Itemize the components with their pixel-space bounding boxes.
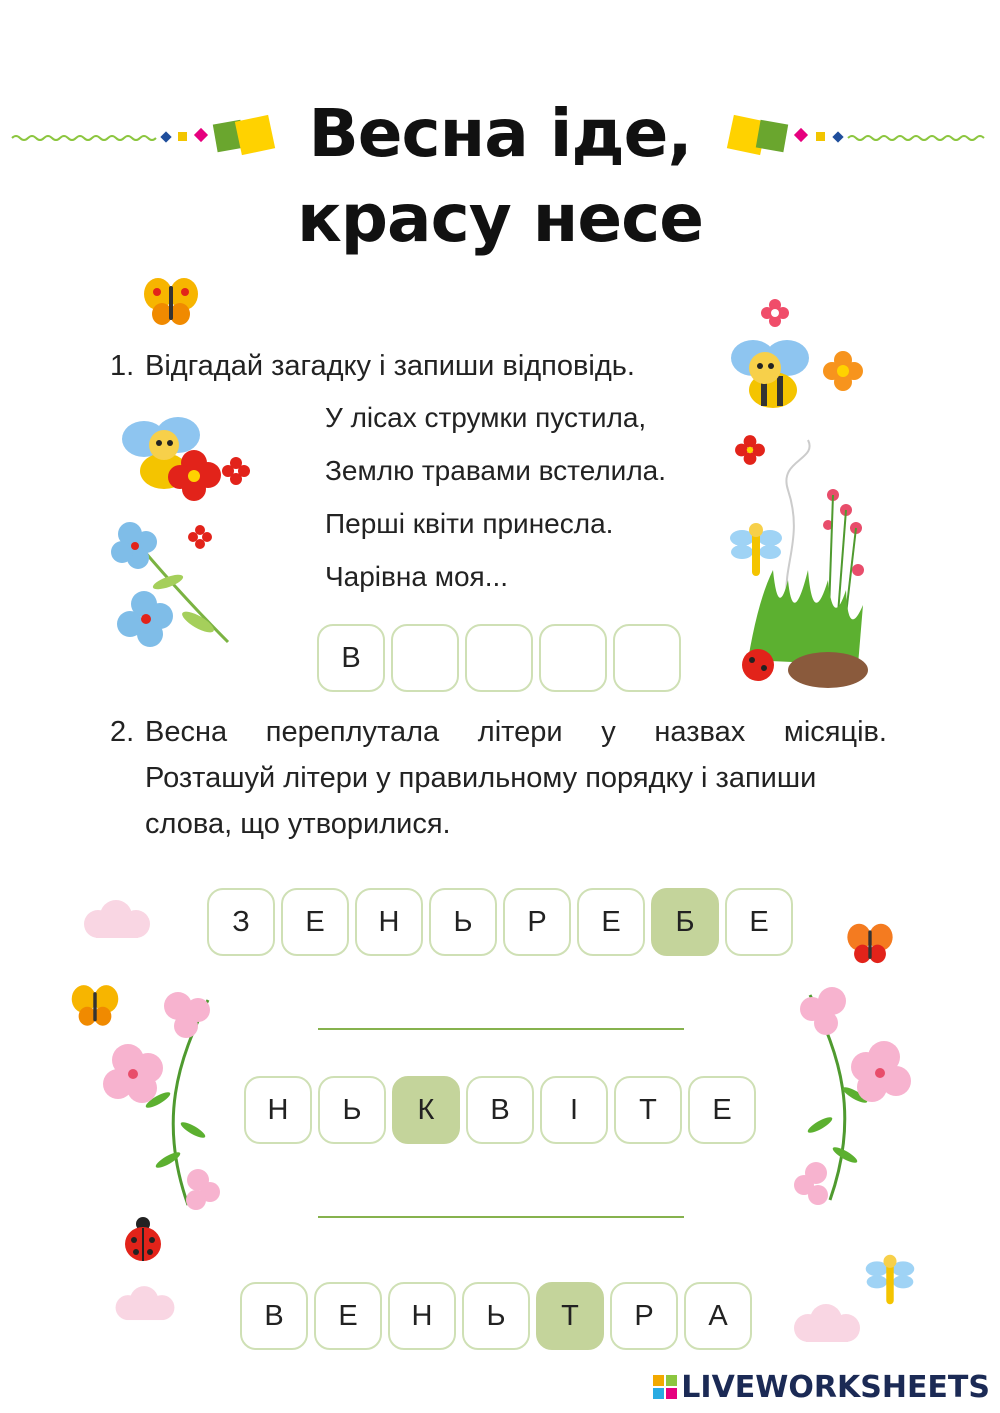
letter-tile: Ь <box>429 888 497 956</box>
letter-tile: Ь <box>462 1282 530 1350</box>
answer-letter-box: В <box>317 624 385 692</box>
letter-tile: Н <box>355 888 423 956</box>
letter-tile: Е <box>314 1282 382 1350</box>
pink-flowers-left-icon <box>98 980 233 1215</box>
cloud-icon <box>112 1284 178 1324</box>
bee-with-flowers-icon <box>112 405 254 505</box>
answer-field-2[interactable] <box>318 1186 684 1218</box>
logo-text: LIVEWORKSHEETS <box>681 1370 990 1405</box>
letter-tile: Е <box>577 888 645 956</box>
word: літери <box>477 716 563 748</box>
dragonfly-icon <box>862 1252 918 1308</box>
blue-flowers-icon <box>108 512 248 662</box>
task2-instruction-line3: слова, що утворилися. <box>145 808 451 840</box>
cloud-icon <box>80 898 154 942</box>
butterfly-icon <box>844 918 896 968</box>
scrambled-word-2 <box>244 1076 756 1144</box>
poem-line: У лісах струмки пустила, <box>325 402 647 433</box>
letter-tile: Ь <box>318 1076 386 1144</box>
liveworksheets-logo-icon <box>653 1375 677 1399</box>
page-title-line1: Весна іде, <box>308 95 692 172</box>
liveworksheets-logo <box>653 1370 990 1405</box>
bee-icon <box>725 330 815 415</box>
letter-tile: В <box>466 1076 534 1144</box>
pink-flowers-right-icon <box>780 975 915 1210</box>
task1-instruction: Відгадай загадку і запиши відповідь. <box>145 350 635 382</box>
word: Весна <box>145 716 228 748</box>
butterfly-icon <box>140 272 202 330</box>
answer-letter-boxes <box>317 624 681 692</box>
answer-letter-box[interactable] <box>539 624 607 692</box>
letter-tile-highlighted: К <box>392 1076 460 1144</box>
poem-line: Землю травами встелила. <box>325 455 667 486</box>
letter-tile: З <box>207 888 275 956</box>
letter-tile: Р <box>610 1282 678 1350</box>
poem-line: Перші квіти принесла. <box>325 508 614 539</box>
word: місяців. <box>783 716 887 748</box>
answer-letter-box[interactable] <box>465 624 533 692</box>
ladybug-icon <box>122 1216 164 1262</box>
letter-tile: В <box>240 1282 308 1350</box>
letter-tile: Т <box>614 1076 682 1144</box>
task2-number: 2. <box>110 716 135 748</box>
flower-icon <box>822 350 864 392</box>
word: у <box>601 716 616 748</box>
page-title-line2: красу несе <box>297 180 703 257</box>
letter-tile: Е <box>725 888 793 956</box>
letter-tile-highlighted: Б <box>651 888 719 956</box>
poem-line: Чарівна моя... <box>325 561 509 592</box>
task1-number: 1. <box>110 350 135 382</box>
letter-tile: І <box>540 1076 608 1144</box>
scrambled-word-1 <box>207 888 793 956</box>
answer-letter-box[interactable] <box>613 624 681 692</box>
answer-field-1[interactable] <box>318 998 684 1030</box>
word: назвах <box>654 716 746 748</box>
dragonfly-icon <box>728 520 784 580</box>
letter-tile-highlighted: Т <box>536 1282 604 1350</box>
letter-tile: Р <box>503 888 571 956</box>
letter-tile: Н <box>244 1076 312 1144</box>
flower-icon <box>760 298 790 328</box>
scrambled-word-3 <box>240 1282 752 1350</box>
answer-letter-box[interactable] <box>391 624 459 692</box>
letter-tile: Н <box>388 1282 456 1350</box>
task2-instruction-line1 <box>145 716 887 749</box>
task2-instruction-line2: Розташуй літери у правильному порядку і запиши <box>145 762 817 794</box>
cloud-icon <box>790 1302 864 1346</box>
letter-tile: Е <box>688 1076 756 1144</box>
letter-tile: Е <box>281 888 349 956</box>
word: переплутала <box>265 716 440 748</box>
letter-tile: А <box>684 1282 752 1350</box>
